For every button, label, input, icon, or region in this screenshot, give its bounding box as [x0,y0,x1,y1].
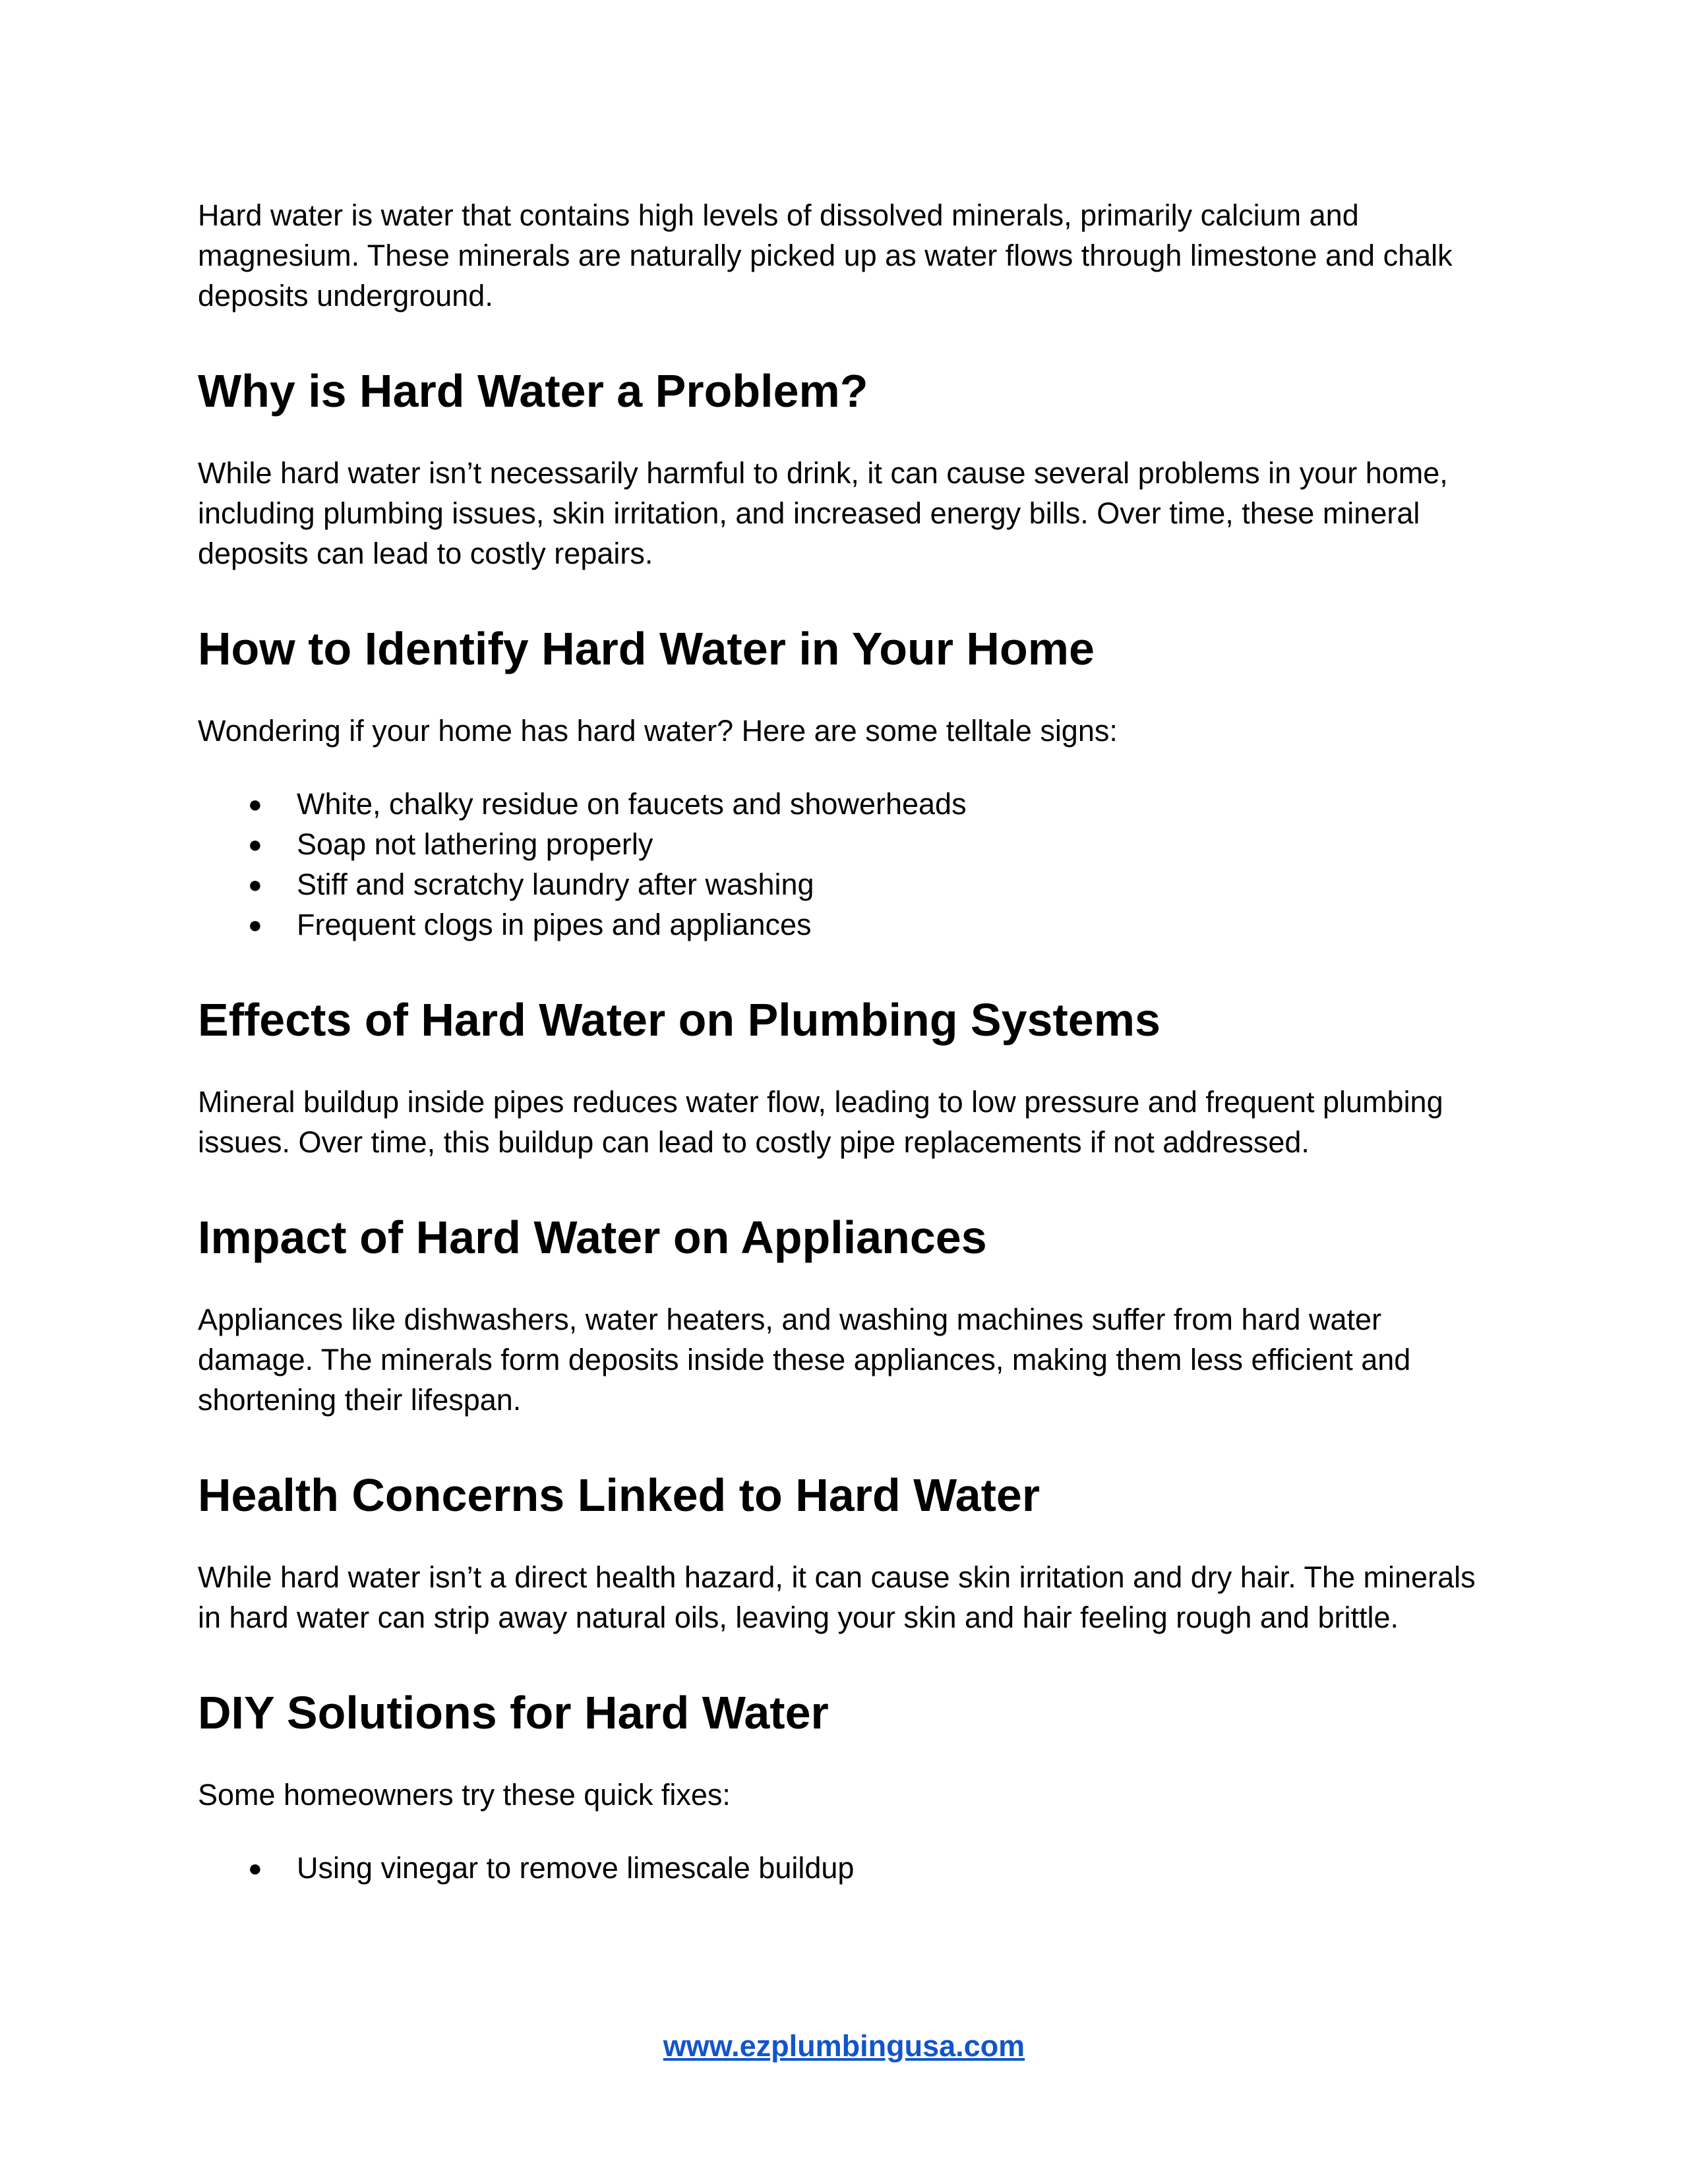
list-item: ● Using vinegar to remove limescale buildup [198,1848,1503,1888]
section-body-health: While hard water isn’t a direct health hazard, it can cause skin irritation and dry hair. The minerals in hard water can strip away natural oils, leaving your skin and hair feeling rough and brittle. [198,1560,1476,1634]
website-link[interactable]: www.ezplumbingusa.com [663,2029,1025,2063]
section-heading-diy: DIY Solutions for Hard Water [198,1687,829,1738]
list-item: ● White, chalky residue on faucets and showerheads [198,784,1503,824]
section-body-why-problem: While hard water isn’t necessarily harmful to drink, it can cause several problems in your home, including plumbing issues, skin irritation, and increased energy bills. Over time, these mineral deposits can lead to costly repairs. [198,456,1448,570]
bullet-icon: ● [248,871,262,898]
section-heading-identify: How to Identify Hard Water in Your Home [198,623,1095,674]
section-body-diy: Some homeowners try these quick fixes: [198,1778,731,1812]
bullet-icon: ● [248,1854,262,1881]
list-item: ● Stiff and scratchy laundry after washing [198,864,1503,904]
section-heading-appliances: Impact of Hard Water on Appliances [198,1212,987,1263]
signs-list [198,784,1503,945]
document-content [198,195,1503,1888]
bullet-icon: ● [248,911,262,938]
bullet-icon: ● [248,790,262,817]
section-heading-plumbing: Effects of Hard Water on Plumbing Systems [198,994,1160,1046]
intro-paragraph: Hard water is water that contains high levels of dissolved minerals, primarily calcium and magnesium. These minerals are naturally picked up as water flows through limestone and chalk deposits underground. [198,198,1453,312]
diy-list [198,1848,1503,1888]
bullet-icon: ● [248,831,262,858]
list-item: ● Soap not lathering properly [198,824,1503,864]
section-body-plumbing: Mineral buildup inside pipes reduces water flow, leading to low pressure and frequent plumbing issues. Over time, this buildup can lead to costly pipe replacements if not addressed. [198,1085,1443,1159]
section-body-appliances: Appliances like dishwashers, water heaters, and washing machines suffer from hard water damage. The minerals form deposits inside these appliances, making them less efficient and shortening their lifespan. [198,1303,1411,1417]
page-footer [0,2028,1688,2065]
section-body-identify: Wondering if your home has hard water? Here are some telltale signs: [198,714,1118,748]
section-heading-health: Health Concerns Linked to Hard Water [198,1469,1040,1521]
section-heading-why-problem: Why is Hard Water a Problem? [198,365,868,417]
list-item: ● Frequent clogs in pipes and appliances [198,904,1503,945]
